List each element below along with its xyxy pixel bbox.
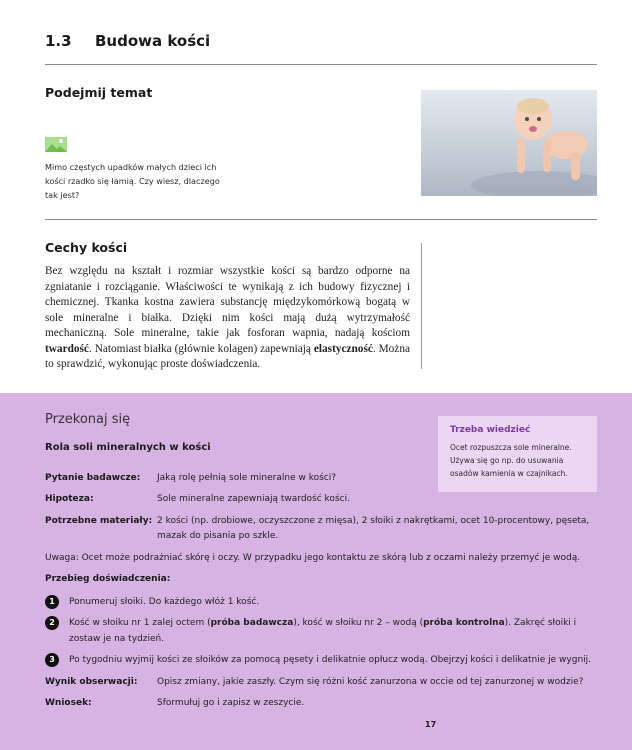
step-item	[45, 615, 605, 647]
baby-photo	[421, 90, 597, 196]
step-text: Po tygodniu wyjmij kości ze słoików za pomocą pęsety i delikatnie opłucz wodą. Obejrzyj kości i delikatnie je wygnij.	[69, 655, 592, 665]
experiment-title: Rola soli mineralnych w kości	[45, 442, 211, 453]
step-text: Kość w słoiku nr 1 zalej octem (próba badawcza), kość w słoiku nr 2 – wodą (próba kontrolna). Zakręć słoiki i zostaw je na tydzień.	[69, 618, 577, 644]
pytanie-row	[45, 471, 435, 486]
trzeba-title: Trzeba wiedzieć	[450, 425, 531, 435]
step-number: 3	[45, 653, 59, 667]
cechy-heading: Cechy kości	[45, 240, 128, 255]
cechy-paragraph: Bez względu na kształt i rozmiar wszystkie kości są bardzo odporne na zgniatanie i rozciąganie. Właściwości te wynikają z ich budowy fizycznej i chemicznej. Tkanka kostna zawiera substancję międzykomórkową bogatą w sole mineralne i białka. Dzięki nim kości mają dużą wytrzymałość mechaniczną. Sole mineralne, takie jak fosforan wapnia, nadają kościom twardość. Natomiast białka (głównie kolagen) zapewniają elastyczność. Można to sprawdzić, wykonując proste doświadczenia.	[45, 265, 410, 370]
hipoteza-row	[45, 492, 435, 507]
hipoteza-label: Hipoteza:	[45, 494, 94, 504]
page-number: 17	[425, 720, 437, 729]
pytanie-label: Pytanie badawcze:	[45, 473, 141, 483]
section-header	[45, 32, 210, 50]
materialy-row	[45, 514, 605, 544]
hipoteza-value: Sole mineralne zapewniają twardość kości.	[157, 494, 350, 504]
wniosek-value: Sformułuj go i zapisz w zeszycie.	[157, 698, 305, 708]
vertical-divider	[421, 243, 422, 369]
materialy-label: Potrzebne materiały:	[45, 516, 153, 526]
step-number: 1	[45, 595, 59, 609]
step-text: Ponumeruj słoiki. Do każdego włóż 1 kość.	[69, 597, 260, 607]
section-number: 1.3	[45, 32, 72, 50]
term-twardosc: twardość	[45, 342, 89, 355]
wynik-value: Opisz zmiany, jakie zaszły. Czym się różni kość zanurzona w occie od tej zanurzonej w wodzie?	[157, 677, 584, 687]
materialy-value: 2 kości (np. drobiowe, oczyszczone z mięsa), 2 słoiki z nakrętkami, ocet 10-procentowy, pęseta, mazak do pisania po szkle.	[157, 516, 590, 541]
section-title: Budowa kości	[95, 32, 211, 50]
wynik-row	[45, 675, 615, 690]
wniosek-row	[45, 696, 605, 711]
wynik-label: Wynik obserwacji:	[45, 677, 138, 687]
step-item	[45, 652, 605, 668]
divider	[45, 64, 597, 65]
przebieg-label: Przebieg doświadczenia:	[45, 574, 171, 584]
intro-text: Mimo częstych upadków małych dzieci ich kości rzadko się łamią. Czy wiesz, dlaczego tak jest?	[45, 162, 220, 200]
divider	[45, 219, 597, 220]
wniosek-label: Wniosek:	[45, 698, 92, 708]
term-elastycznosc: elastyczność	[313, 342, 373, 355]
step-number: 2	[45, 616, 59, 630]
image-icon	[45, 137, 67, 152]
pytanie-value: Jaką rolę pełnią sole mineralne w kości?	[157, 473, 337, 483]
trzeba-text: Ocet rozpuszcza sole mineralne. Używa się go np. do usuwania osadów kamienia w czajnikach.	[450, 443, 572, 478]
podejmij-heading: Podejmij temat	[45, 85, 153, 100]
uwaga-text: Uwaga: Ocet może podrażniać skórę i oczy. W przypadku jego kontaktu ze skórą lub z oczami należy przemyć je wodą.	[45, 553, 581, 563]
step-item	[45, 594, 605, 610]
trzeba-wiedziec-box	[438, 416, 597, 492]
przekonaj-heading: Przekonaj się	[45, 412, 131, 427]
